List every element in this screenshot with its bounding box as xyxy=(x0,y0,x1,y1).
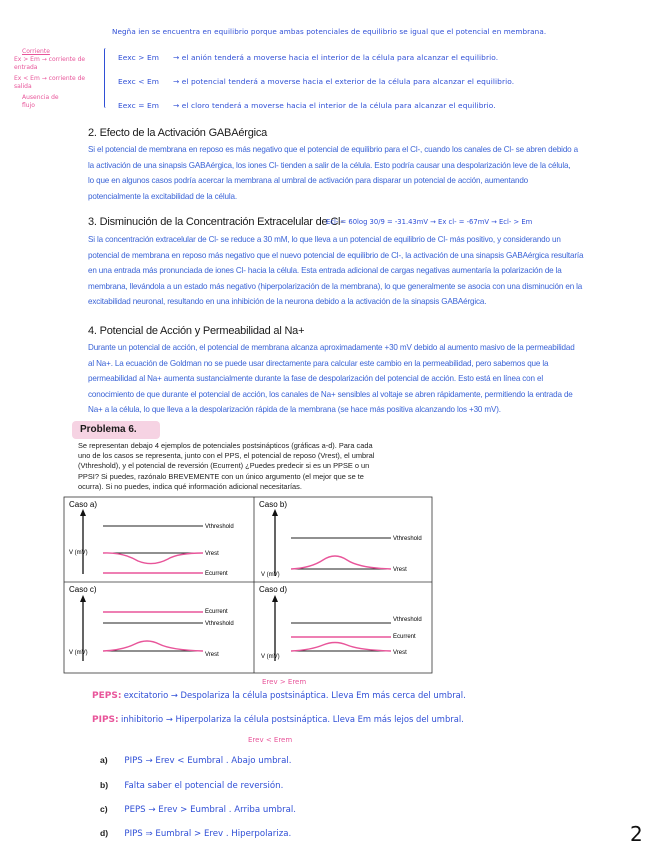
answer-item-b-label: b) xyxy=(100,780,109,790)
case-b-threshold-label: Vthreshold xyxy=(393,536,422,542)
case-c-threshold-label: Vthreshold xyxy=(205,621,234,627)
section4-body xyxy=(88,340,648,418)
case-a-threshold-label: Vthreshold xyxy=(205,524,234,530)
section4-line: conocimiento de que durante el potencial de acción, los canales de Na+ sensibles al voltaje se abren rápidamente, permitiendo la entrada de xyxy=(88,389,573,399)
case-a-label: Caso a) xyxy=(69,500,98,509)
problem-line: (Vthreshold), y el potencial de reversión (Ecurrent) ¿Puedes predecir si es un PPSE o un xyxy=(78,461,370,471)
section3-line: excitabilidad neuronal, resultando en una inhibición de la neurona debido a la activación de la sinapsis GABAérgica. xyxy=(88,297,487,307)
answer-item-b xyxy=(100,780,620,791)
left-note-4: Ausencia de flujo xyxy=(22,94,59,109)
section4-title: 4. Potencial de Acción y Permeabilidad al Na+ xyxy=(88,325,305,337)
answer-peps-label: PEPS: xyxy=(92,691,122,701)
section2-title: 2. Efecto de la Activación GABAérgica xyxy=(88,127,268,139)
page-number: 2 xyxy=(630,822,643,846)
case-d-vmv: V (mV) xyxy=(261,654,280,660)
section3-formula: Ecl- = 60log 30/9 = -31.43mV → Ex cl- = -67mV → Ecl- > Em xyxy=(326,218,533,226)
case-d-ecurrent-label: Ecurrent xyxy=(393,634,416,640)
section2-line: potencialmente la excitabilidad de la célula. xyxy=(88,191,237,201)
answer-item-c-label: c) xyxy=(100,804,108,814)
answer-item-a xyxy=(100,755,620,766)
left-note-1: Corriente xyxy=(22,48,50,55)
top-row-2-text: → el potencial tenderá a moverse hacia el exterior de la célula para alcanzar el equilibrio. xyxy=(173,77,515,86)
problem-statement xyxy=(78,441,438,492)
section2-line: lo que en algunos casos podría acercar la membrana al umbral de activación para disparar un potencial de acción, aumentando xyxy=(88,176,529,186)
section3-title: 3. Disminución de la Concentración Extracelular de Cl- xyxy=(88,216,344,228)
answer-peps-text: excitatorio → Despolariza la célula postsináptica. Lleva Em más cerca del umbral. xyxy=(123,690,466,700)
answer-ppsi-label: PIPS: xyxy=(92,715,119,725)
section4-line: al Na+. La ecuación de Goldman no se puede usar directamente para calcular este cambio en la permeabilidad, pero sabemos que la xyxy=(88,358,549,368)
case-a-ecurrent-label: Ecurrent xyxy=(205,571,228,577)
left-notes xyxy=(14,48,104,110)
graphs-figure xyxy=(63,496,433,674)
top-row-3-lhs: Eexc = Em xyxy=(118,101,160,110)
case-c-vmv: V (mV) xyxy=(69,650,88,656)
section4-line: Durante un potencial de acción, el potencial de membrana alcanza aproximadamente +30 mV debido al aumento masivo de la permeabilidad xyxy=(88,343,575,352)
section2-body xyxy=(88,142,648,204)
problem-line: Se representan debajo 4 ejemplos de potenciales postsinápticos (gráficas a-d). Para cada xyxy=(78,441,373,450)
section3-line: membrana, llevándola a un estado más negativo (hiperpolarización de la membrana), lo que generalmente se asocia con una disminución en la xyxy=(88,281,583,291)
top-row-2 xyxy=(118,77,514,86)
problem-line: uno de los casos se representa, junto con el PPS, el potencial de reposo (Vrest), el umbral xyxy=(78,451,375,461)
section2-line: la activación de una sinapsis GABAérgica, los iones Cl- tienden a salir de la célula. Esto podría causar una despolarización leve de la célula, xyxy=(88,160,571,170)
top-row-1-lhs: Eexc > Em xyxy=(118,53,160,62)
case-b-rest-label: Vrest xyxy=(393,567,407,573)
case-d-label: Caso d) xyxy=(259,585,288,594)
top-row-3 xyxy=(118,101,496,110)
answer-item-a-label: a) xyxy=(100,755,108,765)
brace xyxy=(104,48,108,108)
top-row-1-text: → el anión tenderá a moverse hacia el interior de la célula para alcanzar el equilibrio. xyxy=(173,53,499,62)
top-note-line: Negña ien se encuentra en equilibrio porque ambas potenciales de equilibrio se igual que el potencial en membrana. xyxy=(112,27,547,36)
answer-ppsi-text: inhibitorio → Hiperpolariza la célula postsináptica. Lleva Em más lejos del umbral. xyxy=(120,714,464,724)
case-c-rest-label: Vrest xyxy=(205,652,219,658)
problem-line: PPSI? Si puedes, razónalo BREVEMENTE con un único argumento (el mejor que se te xyxy=(78,471,364,481)
section2-line: Si el potencial de membrana en reposo es más negativo que el potencial de equilibrio para el Cl-, cuando los canales de Cl- se abren debido a xyxy=(88,145,578,154)
case-b-vmv: V (mV) xyxy=(261,572,280,578)
section4-line: Na+ a la célula, lo que lleva a la despolarización rápida de la membrana (se hace más positiva alcanzando los +30 mV). xyxy=(88,405,501,415)
answer-note-bottom: Erev < Erem xyxy=(248,736,293,744)
section3-line: Si la concentración extracelular de Cl- se reduce a 30 mM, lo que lleva a un potencial de equilibrio de Cl- más positivo, y considerando un xyxy=(88,235,561,244)
graphs-frame xyxy=(64,497,432,673)
top-row-3-text: → el cloro tenderá a moverse hacia el interior de la célula para alcanzar el equilibrio. xyxy=(173,101,496,110)
answer-item-d-text: PIPS ⇒ Eumbral > Erev . Hiperpolariza. xyxy=(124,829,292,839)
top-row-1 xyxy=(118,53,498,62)
answer-ppsi-row xyxy=(92,714,632,725)
section3-line: potencial de membrana en reposo más negativo que el nuevo potencial de equilibrio de Cl-, la activación de una sinapsis GABAérgica resultaría xyxy=(88,250,584,260)
case-a-vmv: V (mV) xyxy=(69,550,88,556)
answer-note-top: Erev > Erem xyxy=(262,678,307,686)
answer-peps-row xyxy=(92,690,632,701)
answer-item-a-text: PIPS → Erev < Eumbral . Abajo umbral. xyxy=(124,756,292,766)
case-b-label: Caso b) xyxy=(259,500,288,509)
section4-line: permeabilidad al Na+ aumenta sustancialmente durante la fase de despolarización del potencial de acción. Esto está en línea con el xyxy=(88,374,543,384)
case-c-ecurrent-label: Ecurrent xyxy=(205,609,228,615)
left-note-2: Ex > Em → corriente de entrada xyxy=(14,56,86,71)
case-a-rest-label: Vrest xyxy=(205,551,219,557)
answer-item-b-text: Falta saber el potencial de reversión. xyxy=(124,781,284,791)
case-d-threshold-label: Vthreshold xyxy=(393,617,422,623)
case-c-label: Caso c) xyxy=(69,585,97,594)
section3-line: en una entrada más pronunciada de iones Cl- hacia la célula. Esta entrada adicional de cargas negativas aumentaría la polarización de la xyxy=(88,266,562,276)
left-note-3: Ex < Em → corriente de salida xyxy=(14,75,86,90)
problem-badge: Problema 6. xyxy=(80,424,137,435)
top-row-2-lhs: Eexc < Em xyxy=(118,77,160,86)
case-d-rest-label: Vrest xyxy=(393,650,407,656)
section3-body xyxy=(88,232,648,310)
problem-line: ocurra). Si no puedes, indica qué información adicional necesitarías. xyxy=(78,481,302,491)
answer-item-c xyxy=(100,804,620,815)
answer-item-d-label: d) xyxy=(100,828,109,838)
answer-item-c-text: PEPS → Erev > Eumbral . Arriba umbral. xyxy=(124,805,297,815)
answer-item-d xyxy=(100,828,620,839)
